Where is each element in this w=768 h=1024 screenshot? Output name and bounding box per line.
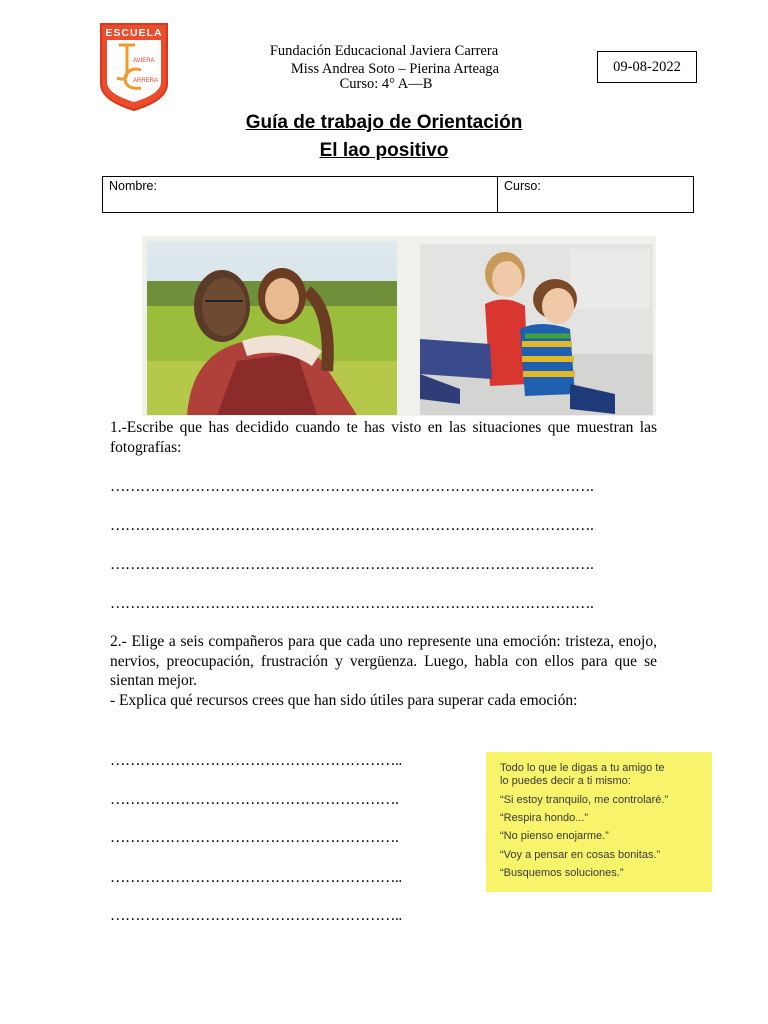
answer-line[interactable]: ……………………………………………………………………………………. (110, 595, 594, 612)
hugging-grandfather-girl-photo (147, 241, 397, 415)
name-label: Nombre: (109, 179, 157, 193)
logo-word-1: AVIERA (133, 58, 155, 64)
answer-line[interactable]: ………………………………………………….. (110, 752, 402, 769)
note-line: “No pienso enojarme.” (500, 830, 609, 842)
answer-line[interactable]: …………………………………………………. (110, 829, 399, 846)
note-line: “Respira hondo...” (500, 812, 589, 824)
answer-line[interactable]: ………………………………………………….. (110, 907, 402, 924)
answer-line[interactable]: ……………………………………………………………………………………. (110, 556, 594, 573)
question-2-subtext: - Explica qué recursos crees que han sido útiles para superar cada emoción: (110, 692, 578, 709)
note-line: “Busquemos soluciones.” (500, 867, 624, 879)
note-line: “Si estoy tranquilo, me controlaré.” (500, 794, 669, 806)
question-1-text: 1.-Escribe que has decidido cuando te has visto en las situaciones que muestran las fotografías: (110, 419, 657, 456)
school-logo-shield (99, 22, 169, 112)
course-field[interactable] (498, 177, 693, 212)
tips-note (486, 752, 712, 892)
logo-top-text: ESCUELA (105, 27, 163, 39)
header-course: Curso: 4° A—B (339, 76, 433, 92)
page-title: Guía de trabajo de Orientación (245, 112, 523, 133)
note-line: lo puedes decir a ti mismo: (500, 775, 631, 787)
course-label: Curso: (504, 179, 541, 193)
answer-line[interactable]: …………………………………………………. (110, 791, 399, 808)
angry-children-back-to-back-photo (420, 244, 653, 415)
answer-line[interactable]: ………………………………………………….. (110, 869, 402, 886)
answer-line[interactable]: ……………………………………………………………………………………. (110, 478, 594, 495)
logo-word-2: ARRERA (133, 78, 159, 84)
page-subtitle: El lao positivo (319, 140, 449, 161)
answer-line[interactable]: ……………………………………………………………………………………. (110, 517, 594, 534)
name-field[interactable] (103, 177, 498, 212)
header-foundation: Fundación Educacional Javiera Carrera (269, 43, 499, 59)
date-box: 09-08-2022 (597, 51, 697, 83)
header-teachers: Miss Andrea Soto – Pierina Arteaga (290, 61, 500, 77)
note-line: “Voy a pensar en cosas bonitas.” (500, 849, 661, 861)
note-line: Todo lo que le digas a tu amigo te (500, 762, 665, 774)
student-info-table (102, 176, 694, 213)
question-2-text: 2.- Elige a seis compañeros para que cada uno represente una emoción: tristeza, enojo, nervios, preocupación, frustración y vergüenza. Luego, habla con ellos para que se sientan mejor. (110, 633, 657, 689)
